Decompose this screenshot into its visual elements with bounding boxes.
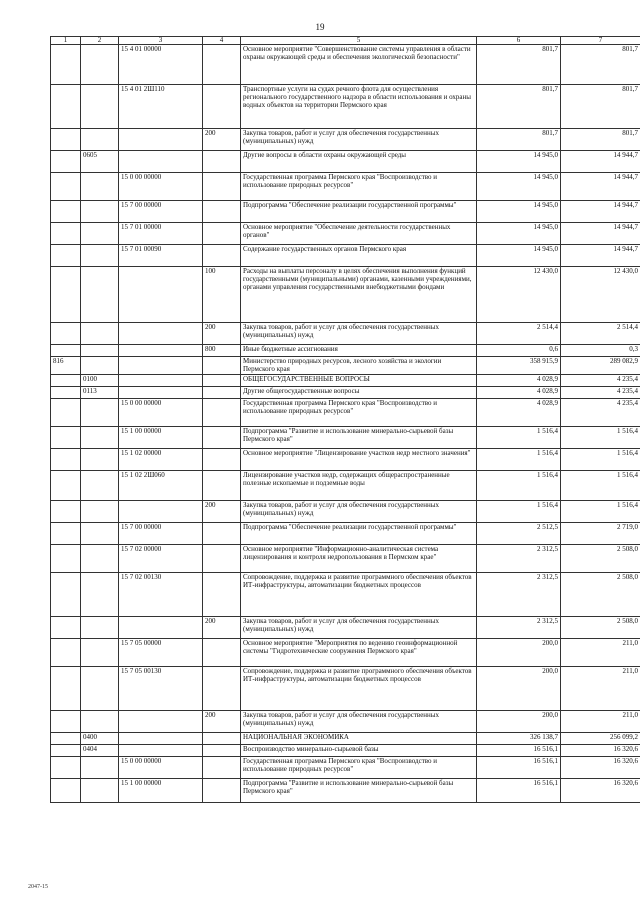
cell-col-2 bbox=[81, 129, 119, 151]
cell-col-4 bbox=[203, 573, 241, 617]
table-row bbox=[51, 173, 640, 201]
cell-col-2 bbox=[81, 45, 119, 85]
header-col-4: 4 bbox=[203, 37, 241, 45]
cell-col-6: 2 512,5 bbox=[477, 523, 561, 545]
cell-col-1 bbox=[51, 449, 81, 471]
table-row bbox=[51, 471, 640, 501]
cell-col-6: 2 312,5 bbox=[477, 573, 561, 617]
cell-col-6: 0,6 bbox=[477, 345, 561, 357]
cell-col-2 bbox=[81, 617, 119, 639]
cell-col-3: 15 7 00 00000 bbox=[119, 201, 203, 223]
cell-col-2 bbox=[81, 201, 119, 223]
cell-col-7: 256 099,2 bbox=[561, 733, 640, 745]
cell-col-3 bbox=[119, 501, 203, 523]
table-row bbox=[51, 345, 640, 357]
cell-col-6: 16 516,1 bbox=[477, 757, 561, 779]
cell-col-4: 200 bbox=[203, 129, 241, 151]
cell-col-5: Основное мероприятие "Информационно-аналитическая система лицензирования и контроля недропользования в Пермском крае" bbox=[241, 545, 477, 573]
cell-col-5: Государственная программа Пермского края "Воспроизводство и использование природных ресурсов" bbox=[241, 757, 477, 779]
cell-col-1 bbox=[51, 245, 81, 267]
cell-col-2: 0400 bbox=[81, 733, 119, 745]
cell-col-1 bbox=[51, 667, 81, 711]
cell-col-3: 15 1 02 2Ш060 bbox=[119, 471, 203, 501]
cell-col-2: 0605 bbox=[81, 151, 119, 173]
cell-col-6: 2 514,4 bbox=[477, 323, 561, 345]
cell-col-7: 4 235,4 bbox=[561, 387, 640, 399]
cell-col-7: 14 944,7 bbox=[561, 173, 640, 201]
cell-col-1 bbox=[51, 639, 81, 667]
cell-col-6: 16 516,1 bbox=[477, 745, 561, 757]
cell-col-2: 0100 bbox=[81, 375, 119, 387]
cell-col-4: 800 bbox=[203, 345, 241, 357]
cell-col-2 bbox=[81, 471, 119, 501]
cell-col-6: 1 516,4 bbox=[477, 501, 561, 523]
cell-col-1 bbox=[51, 427, 81, 449]
cell-col-7: 12 430,0 bbox=[561, 267, 640, 323]
cell-col-3 bbox=[119, 387, 203, 399]
cell-col-6: 4 028,9 bbox=[477, 399, 561, 427]
table-row bbox=[51, 45, 640, 85]
cell-col-2 bbox=[81, 757, 119, 779]
cell-col-4: 200 bbox=[203, 323, 241, 345]
table-row bbox=[51, 545, 640, 573]
cell-col-1 bbox=[51, 733, 81, 745]
cell-col-7: 0,3 bbox=[561, 345, 640, 357]
cell-col-7: 801,7 bbox=[561, 45, 640, 85]
cell-col-1 bbox=[51, 387, 81, 399]
cell-col-1 bbox=[51, 399, 81, 427]
cell-col-5: Подпрограмма "Развитие и использование минерально-сырьевой базы Пермского края" bbox=[241, 779, 477, 803]
cell-col-6: 1 516,4 bbox=[477, 471, 561, 501]
cell-col-3: 15 4 01 2Ш110 bbox=[119, 85, 203, 129]
cell-col-2 bbox=[81, 667, 119, 711]
cell-col-1 bbox=[51, 779, 81, 803]
cell-col-1 bbox=[51, 129, 81, 151]
cell-col-5: Закупка товаров, работ и услуг для обеспечения государственных (муниципальных) нужд bbox=[241, 501, 477, 523]
cell-col-7: 2 514,4 bbox=[561, 323, 640, 345]
header-col-7: 7 bbox=[561, 37, 640, 45]
cell-col-7: 211,0 bbox=[561, 667, 640, 711]
header-col-1: 1 bbox=[51, 37, 81, 45]
cell-col-5: Лицензирование участков недр, содержащих общераспространенные полезные ископаемые и подземные воды bbox=[241, 471, 477, 501]
cell-col-4 bbox=[203, 545, 241, 573]
cell-col-5: Подпрограмма "Обеспечение реализации государственной программы" bbox=[241, 523, 477, 545]
cell-col-4: 200 bbox=[203, 501, 241, 523]
cell-col-7: 14 944,7 bbox=[561, 245, 640, 267]
cell-col-4 bbox=[203, 471, 241, 501]
cell-col-5: Другие общегосударственные вопросы bbox=[241, 387, 477, 399]
cell-col-2: 0404 bbox=[81, 745, 119, 757]
cell-col-4 bbox=[203, 667, 241, 711]
cell-col-3 bbox=[119, 151, 203, 173]
cell-col-4 bbox=[203, 399, 241, 427]
cell-col-7: 801,7 bbox=[561, 85, 640, 129]
cell-col-4 bbox=[203, 779, 241, 803]
cell-col-6: 4 028,9 bbox=[477, 387, 561, 399]
budget-table bbox=[50, 36, 640, 803]
cell-col-1 bbox=[51, 545, 81, 573]
cell-col-5: Транспортные услуги на судах речного флота для осуществления регионального государственного надзора в области использования и охраны водных объектов на территории Пермского края bbox=[241, 85, 477, 129]
cell-col-6: 200,0 bbox=[477, 667, 561, 711]
cell-col-4 bbox=[203, 201, 241, 223]
table-row bbox=[51, 323, 640, 345]
cell-col-2 bbox=[81, 779, 119, 803]
header-col-6: 6 bbox=[477, 37, 561, 45]
cell-col-7: 1 516,4 bbox=[561, 449, 640, 471]
cell-col-7: 211,0 bbox=[561, 639, 640, 667]
cell-col-3 bbox=[119, 357, 203, 375]
cell-col-7: 14 944,7 bbox=[561, 201, 640, 223]
header-col-3: 3 bbox=[119, 37, 203, 45]
cell-col-1 bbox=[51, 45, 81, 85]
cell-col-4 bbox=[203, 245, 241, 267]
cell-col-4 bbox=[203, 757, 241, 779]
cell-col-5: Министерство природных ресурсов, лесного хозяйства и экологии Пермского края bbox=[241, 357, 477, 375]
table-row bbox=[51, 501, 640, 523]
cell-col-3: 15 1 00 00000 bbox=[119, 779, 203, 803]
cell-col-3 bbox=[119, 711, 203, 733]
cell-col-3 bbox=[119, 375, 203, 387]
table-row bbox=[51, 667, 640, 711]
cell-col-6: 801,7 bbox=[477, 85, 561, 129]
cell-col-2 bbox=[81, 223, 119, 245]
cell-col-3: 15 7 01 00000 bbox=[119, 223, 203, 245]
cell-col-3: 15 7 02 00130 bbox=[119, 573, 203, 617]
cell-col-5: Основное мероприятие "Совершенствование системы управления в области охраны окружающей среды и обеспечения экологической безопасности" bbox=[241, 45, 477, 85]
cell-col-4: 100 bbox=[203, 267, 241, 323]
cell-col-3: 15 7 00 00000 bbox=[119, 523, 203, 545]
cell-col-7: 14 944,7 bbox=[561, 223, 640, 245]
document-code: 2047-15 bbox=[28, 884, 48, 890]
cell-col-2 bbox=[81, 639, 119, 667]
cell-col-4: 200 bbox=[203, 617, 241, 639]
table-row bbox=[51, 129, 640, 151]
cell-col-1 bbox=[51, 345, 81, 357]
cell-col-2 bbox=[81, 573, 119, 617]
cell-col-5: Подпрограмма "Развитие и использование минерально-сырьевой базы Пермского края" bbox=[241, 427, 477, 449]
cell-col-1 bbox=[51, 471, 81, 501]
table-row bbox=[51, 733, 640, 745]
cell-col-7: 801,7 bbox=[561, 129, 640, 151]
table-row bbox=[51, 639, 640, 667]
cell-col-3: 15 0 00 00000 bbox=[119, 757, 203, 779]
cell-col-1 bbox=[51, 757, 81, 779]
cell-col-7: 4 235,4 bbox=[561, 375, 640, 387]
table-row bbox=[51, 85, 640, 129]
cell-col-4 bbox=[203, 523, 241, 545]
cell-col-5: Сопровождение, поддержка и развитие программного обеспечения объектов ИТ-инфраструктуры, автоматизации бюджетных процессов bbox=[241, 667, 477, 711]
table-row bbox=[51, 757, 640, 779]
cell-col-4: 200 bbox=[203, 711, 241, 733]
cell-col-4 bbox=[203, 449, 241, 471]
cell-col-3: 15 0 00 00000 bbox=[119, 173, 203, 201]
cell-col-1 bbox=[51, 523, 81, 545]
cell-col-2 bbox=[81, 323, 119, 345]
cell-col-6: 16 516,1 bbox=[477, 779, 561, 803]
cell-col-5: Закупка товаров, работ и услуг для обеспечения государственных (муниципальных) нужд bbox=[241, 129, 477, 151]
cell-col-4 bbox=[203, 745, 241, 757]
table-row bbox=[51, 267, 640, 323]
cell-col-5: ОБЩЕГОСУДАРСТВЕННЫЕ ВОПРОСЫ bbox=[241, 375, 477, 387]
cell-col-7: 2 719,0 bbox=[561, 523, 640, 545]
cell-col-3 bbox=[119, 733, 203, 745]
cell-col-6: 2 312,5 bbox=[477, 617, 561, 639]
cell-col-1 bbox=[51, 375, 81, 387]
cell-col-1 bbox=[51, 501, 81, 523]
cell-col-1: 816 bbox=[51, 357, 81, 375]
table-row bbox=[51, 387, 640, 399]
cell-col-5: Другие вопросы в области охраны окружающей среды bbox=[241, 151, 477, 173]
cell-col-4 bbox=[203, 151, 241, 173]
cell-col-1 bbox=[51, 151, 81, 173]
cell-col-5: Закупка товаров, работ и услуг для обеспечения государственных (муниципальных) нужд bbox=[241, 617, 477, 639]
table-row bbox=[51, 711, 640, 733]
cell-col-6: 14 945,0 bbox=[477, 201, 561, 223]
cell-col-4 bbox=[203, 173, 241, 201]
cell-col-3: 15 1 02 00000 bbox=[119, 449, 203, 471]
cell-col-3 bbox=[119, 345, 203, 357]
cell-col-4 bbox=[203, 357, 241, 375]
cell-col-6: 12 430,0 bbox=[477, 267, 561, 323]
cell-col-5: Основное мероприятие "Обеспечение деятельности государственных органов" bbox=[241, 223, 477, 245]
cell-col-5: Иные бюджетные ассигнования bbox=[241, 345, 477, 357]
table-row bbox=[51, 399, 640, 427]
cell-col-7: 289 082,9 bbox=[561, 357, 640, 375]
cell-col-3 bbox=[119, 267, 203, 323]
cell-col-7: 14 944,7 bbox=[561, 151, 640, 173]
header-col-2: 2 bbox=[81, 37, 119, 45]
cell-col-1 bbox=[51, 223, 81, 245]
cell-col-4 bbox=[203, 85, 241, 129]
cell-col-7: 1 516,4 bbox=[561, 501, 640, 523]
cell-col-6: 14 945,0 bbox=[477, 245, 561, 267]
cell-col-7: 1 516,4 bbox=[561, 427, 640, 449]
cell-col-4 bbox=[203, 733, 241, 745]
cell-col-6: 14 945,0 bbox=[477, 151, 561, 173]
cell-col-3 bbox=[119, 745, 203, 757]
cell-col-4 bbox=[203, 639, 241, 667]
cell-col-5: Основное мероприятие "Мероприятия по ведению геоинформационной системы "Гидротехнические сооружения Пермского края" bbox=[241, 639, 477, 667]
cell-col-1 bbox=[51, 85, 81, 129]
cell-col-2 bbox=[81, 173, 119, 201]
cell-col-4 bbox=[203, 45, 241, 85]
cell-col-7: 16 320,6 bbox=[561, 779, 640, 803]
cell-col-5: НАЦИОНАЛЬНАЯ ЭКОНОМИКА bbox=[241, 733, 477, 745]
table-row bbox=[51, 745, 640, 757]
cell-col-7: 16 320,6 bbox=[561, 757, 640, 779]
cell-col-6: 358 915,9 bbox=[477, 357, 561, 375]
cell-col-6: 326 138,7 bbox=[477, 733, 561, 745]
cell-col-7: 211,0 bbox=[561, 711, 640, 733]
cell-col-4 bbox=[203, 387, 241, 399]
cell-col-1 bbox=[51, 201, 81, 223]
cell-col-2 bbox=[81, 501, 119, 523]
cell-col-6: 14 945,0 bbox=[477, 223, 561, 245]
cell-col-2 bbox=[81, 711, 119, 733]
cell-col-1 bbox=[51, 267, 81, 323]
cell-col-5: Закупка товаров, работ и услуг для обеспечения государственных (муниципальных) нужд bbox=[241, 323, 477, 345]
cell-col-6: 200,0 bbox=[477, 639, 561, 667]
cell-col-4 bbox=[203, 223, 241, 245]
cell-col-5: Государственная программа Пермского края "Воспроизводство и использование природных ресурсов" bbox=[241, 173, 477, 201]
cell-col-5: Государственная программа Пермского края "Воспроизводство и использование природных ресурсов" bbox=[241, 399, 477, 427]
table-row bbox=[51, 357, 640, 375]
table-row bbox=[51, 427, 640, 449]
header-col-5: 5 bbox=[241, 37, 477, 45]
cell-col-2 bbox=[81, 345, 119, 357]
cell-col-3: 15 7 05 00000 bbox=[119, 639, 203, 667]
cell-col-2: 0113 bbox=[81, 387, 119, 399]
table-row bbox=[51, 523, 640, 545]
cell-col-6: 801,7 bbox=[477, 129, 561, 151]
cell-col-2 bbox=[81, 85, 119, 129]
cell-col-7: 2 508,0 bbox=[561, 573, 640, 617]
cell-col-7: 16 320,6 bbox=[561, 745, 640, 757]
cell-col-2 bbox=[81, 245, 119, 267]
table-row bbox=[51, 151, 640, 173]
cell-col-7: 2 508,0 bbox=[561, 617, 640, 639]
cell-col-1 bbox=[51, 617, 81, 639]
cell-col-3: 15 1 00 00000 bbox=[119, 427, 203, 449]
cell-col-3 bbox=[119, 129, 203, 151]
table-row bbox=[51, 223, 640, 245]
table-row bbox=[51, 617, 640, 639]
cell-col-5: Воспроизводство минерально-сырьевой базы bbox=[241, 745, 477, 757]
cell-col-5: Основное мероприятие "Лицензирование участков недр местного значения" bbox=[241, 449, 477, 471]
cell-col-6: 1 516,4 bbox=[477, 427, 561, 449]
cell-col-1 bbox=[51, 173, 81, 201]
table-header-row bbox=[51, 37, 640, 45]
page-number: 19 bbox=[315, 22, 325, 32]
cell-col-1 bbox=[51, 745, 81, 757]
cell-col-2 bbox=[81, 449, 119, 471]
cell-col-2 bbox=[81, 399, 119, 427]
cell-col-3 bbox=[119, 323, 203, 345]
cell-col-6: 4 028,9 bbox=[477, 375, 561, 387]
table-row bbox=[51, 779, 640, 803]
cell-col-1 bbox=[51, 573, 81, 617]
cell-col-7: 2 508,0 bbox=[561, 545, 640, 573]
cell-col-7: 4 235,4 bbox=[561, 399, 640, 427]
cell-col-6: 14 945,0 bbox=[477, 173, 561, 201]
cell-col-6: 200,0 bbox=[477, 711, 561, 733]
cell-col-5: Расходы на выплаты персоналу в целях обеспечения выполнения функций государственными (муниципальными) органами, казенными учреждениями, органами управления государственными внебюджетными фондами bbox=[241, 267, 477, 323]
cell-col-2 bbox=[81, 427, 119, 449]
cell-col-2 bbox=[81, 357, 119, 375]
cell-col-3: 15 0 00 00000 bbox=[119, 399, 203, 427]
cell-col-4 bbox=[203, 375, 241, 387]
cell-col-3 bbox=[119, 617, 203, 639]
cell-col-7: 1 516,4 bbox=[561, 471, 640, 501]
cell-col-3: 15 7 01 00090 bbox=[119, 245, 203, 267]
cell-col-1 bbox=[51, 711, 81, 733]
cell-col-2 bbox=[81, 523, 119, 545]
cell-col-4 bbox=[203, 427, 241, 449]
cell-col-2 bbox=[81, 545, 119, 573]
cell-col-6: 2 312,5 bbox=[477, 545, 561, 573]
table-row bbox=[51, 375, 640, 387]
cell-col-6: 801,7 bbox=[477, 45, 561, 85]
cell-col-6: 1 516,4 bbox=[477, 449, 561, 471]
cell-col-5: Содержание государственных органов Пермского края bbox=[241, 245, 477, 267]
table-row bbox=[51, 449, 640, 471]
table-row bbox=[51, 245, 640, 267]
table-row bbox=[51, 573, 640, 617]
cell-col-3: 15 7 05 00130 bbox=[119, 667, 203, 711]
table-row bbox=[51, 201, 640, 223]
cell-col-3: 15 4 01 00000 bbox=[119, 45, 203, 85]
cell-col-5: Сопровождение, поддержка и развитие программного обеспечения объектов ИТ-инфраструктуры, автоматизации бюджетных процессов bbox=[241, 573, 477, 617]
cell-col-2 bbox=[81, 267, 119, 323]
cell-col-1 bbox=[51, 323, 81, 345]
cell-col-3: 15 7 02 00000 bbox=[119, 545, 203, 573]
cell-col-5: Закупка товаров, работ и услуг для обеспечения государственных (муниципальных) нужд bbox=[241, 711, 477, 733]
cell-col-5: Подпрограмма "Обеспечение реализации государственной программы" bbox=[241, 201, 477, 223]
